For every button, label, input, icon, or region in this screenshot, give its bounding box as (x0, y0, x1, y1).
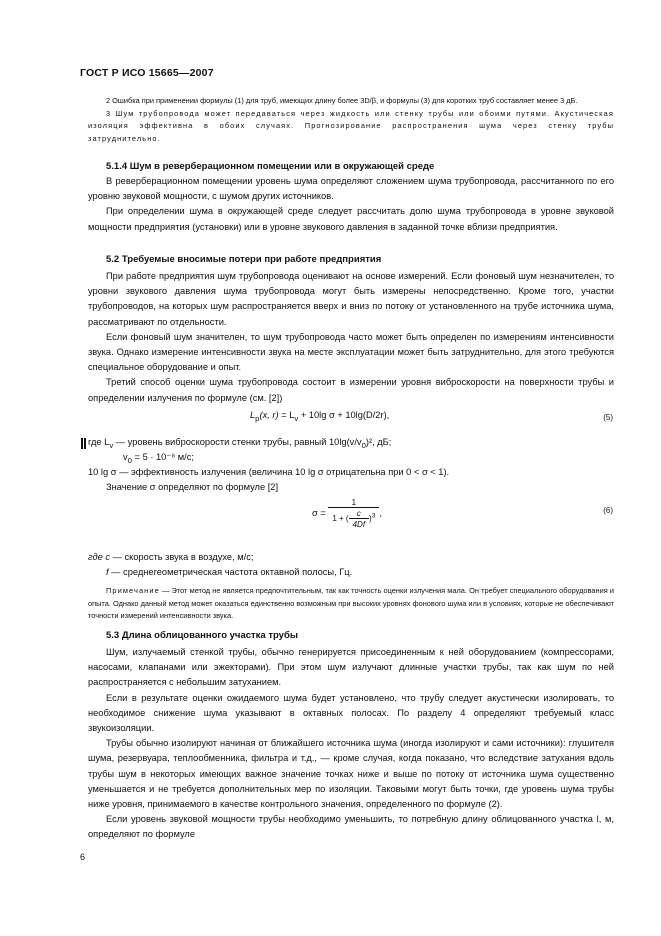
section-5-2 (88, 252, 614, 406)
where-item: где c — скорость звука в воздухе, м/с; (88, 552, 254, 562)
note-text: — Этот метод не является предпочтительным, так как точность оценки излучения мала. Он требует специального оборудования и опыта. Однако данный метод может оказаться единственно возможным при высоких уровнях фонового шума или в условиях, которые не обеспечивают точности измерений интенсивности звука. (88, 586, 614, 621)
section-5-1-4 (88, 159, 614, 235)
where-item: 10 lg σ — эффективность излучения (величина 10 lg σ отрицательна при 0 < σ < 1). (88, 467, 450, 477)
formula-subscript: v (294, 413, 299, 423)
note-block (88, 585, 614, 623)
formula-rhs: = L (278, 410, 295, 420)
paragraph: В реверберационном помещении уровень шума определяют сложением шума трубопровода, рассчитанного по его уровню звуковой мощности, с шумом других источников. (88, 176, 614, 202)
formula-symbol: L (250, 410, 256, 420)
formula-rest: + 10lg σ + 10lg(D/2r), (298, 410, 390, 420)
formula-5 (250, 410, 389, 423)
revision-bar (84, 438, 86, 449)
paragraph: Если уровень звуковой мощности трубы необходимо уменьшить, то потребную длину облицованного участка l, м, определяют по формуле (88, 814, 614, 840)
formula-args: (x, r) (259, 410, 279, 420)
fraction: 1 1 + ( $\frac{c}{4Df}$ )$^3$ (328, 498, 379, 529)
paragraph: Если фоновый шум значителен, то шум трубопровода часто может быть определен по измерениям интенсивности звука. Однако измерение интенсивности звука на месте эксплуатации может быть затруднительно, для этого требуются специальное оборудование и опыт. (88, 331, 614, 373)
section-heading: 5.1.4 Шум в реверберационном помещении или в окружающей среде (106, 161, 435, 172)
paragraph: Трубы обычно изолируют начиная от ближайшего источника шума (иногда изолируют и сами источники): глушителя шума, резервуара, теплообменника, фильтра и т.д., — кроме случая, когда показано, что вследствие затухания вдоль трубы шум в некоторых имеющих важное значение точках ниже и выше по потоку от источника шума существенно уменьшается и не требуется дополнительных мер по изоляции. Таковыми могут быть точки, где уровень шума трубы ниже уровня, принимаемого в качестве контрольного значения, определенного по формуле (2). (88, 738, 614, 810)
notes-block (88, 95, 614, 145)
note-label: Примечание (106, 586, 160, 595)
paragraph: При определении шума в окружающей среде следует рассчитать долю шума трубопровода в уровне звуковой мощности предприятия (установки) или в уровне звукового давления в заданной точке вблизи предприятия. (88, 206, 614, 232)
formula-6: σ = 1 1 + ( $\frac{c}{4Df}$ )$^3$ , (312, 498, 383, 529)
sigma-intro: Значение σ определяют по формуле [2] (106, 482, 279, 492)
formula-subscript: p (255, 413, 260, 423)
where-item: где $L_v$ — уровень виброскорости стенки трубы, равный $10\lg(v/v_0)^2$, дБ; (88, 437, 392, 450)
revision-bar (81, 438, 83, 449)
paragraph: Шум, излучаемый стенкой трубы, обычно генерируется присоединенным к ней оборудованием (компрессорами, насосами, клапанами или эжекторами). При этом шум излучают длинные участки трубы, так как шум по ней распространяется с небольшим затуханием. (88, 647, 614, 688)
equation-number-5: (5) (603, 413, 613, 422)
paragraph: Третий способ оценки шума трубопровода состоит в измерении уровня виброскорости на поверхности трубы и определении излучения по формуле (см. [2]) (88, 377, 614, 403)
note-2: 2 Ошибка при применении формулы (1) для труб, имеющих длину более 3D/β, и формулы (3) для коротких труб составляет менее 3 дБ. (106, 96, 578, 105)
section-5-3 (88, 628, 614, 843)
page-number: 6 (80, 852, 86, 862)
equation-number-6: (6) (603, 506, 613, 515)
section-heading: 5.2 Требуемые вносимые потери при работе предприятия (106, 254, 382, 265)
paragraph: Если в результате оценки ожидаемого шума будет установлено, что трубу следует акустически изолировать, то необходимое снижение шума указывают в октавных полосах. По разделу 4 определяют требуемый класс звукоизоляции. (88, 692, 614, 734)
note-3: 3 Шум трубопровода может передаваться через жидкость или стенку трубы или обоими путями. Акустическая изоляция эффективна в обоих случаях. Прогнозирование распространения шума через стенку трубы затруднительно. (88, 108, 614, 143)
where-item: f — среднегеометрическая частота октавной полосы, Гц. (106, 567, 353, 577)
paragraph: При работе предприятия шум трубопровода оценивают на основе измерений. Если фоновый шум незначителен, то уровни звукового давления шума трубопровода могут быть измерены непосредственно. Кроме того, участки трубопроводов, на которых шум распространяется вверх и вниз по потоку от установленного на трубе источника шума, рассматривают по отдельности. (88, 271, 614, 327)
where-item: $v_0 = 5 \cdot 10^{-8}$ м/с; (123, 452, 194, 465)
document-header: ГОСТ Р ИСО 15665—2007 (80, 67, 214, 79)
section-heading: 5.3 Длина облицованного участка трубы (106, 630, 298, 641)
